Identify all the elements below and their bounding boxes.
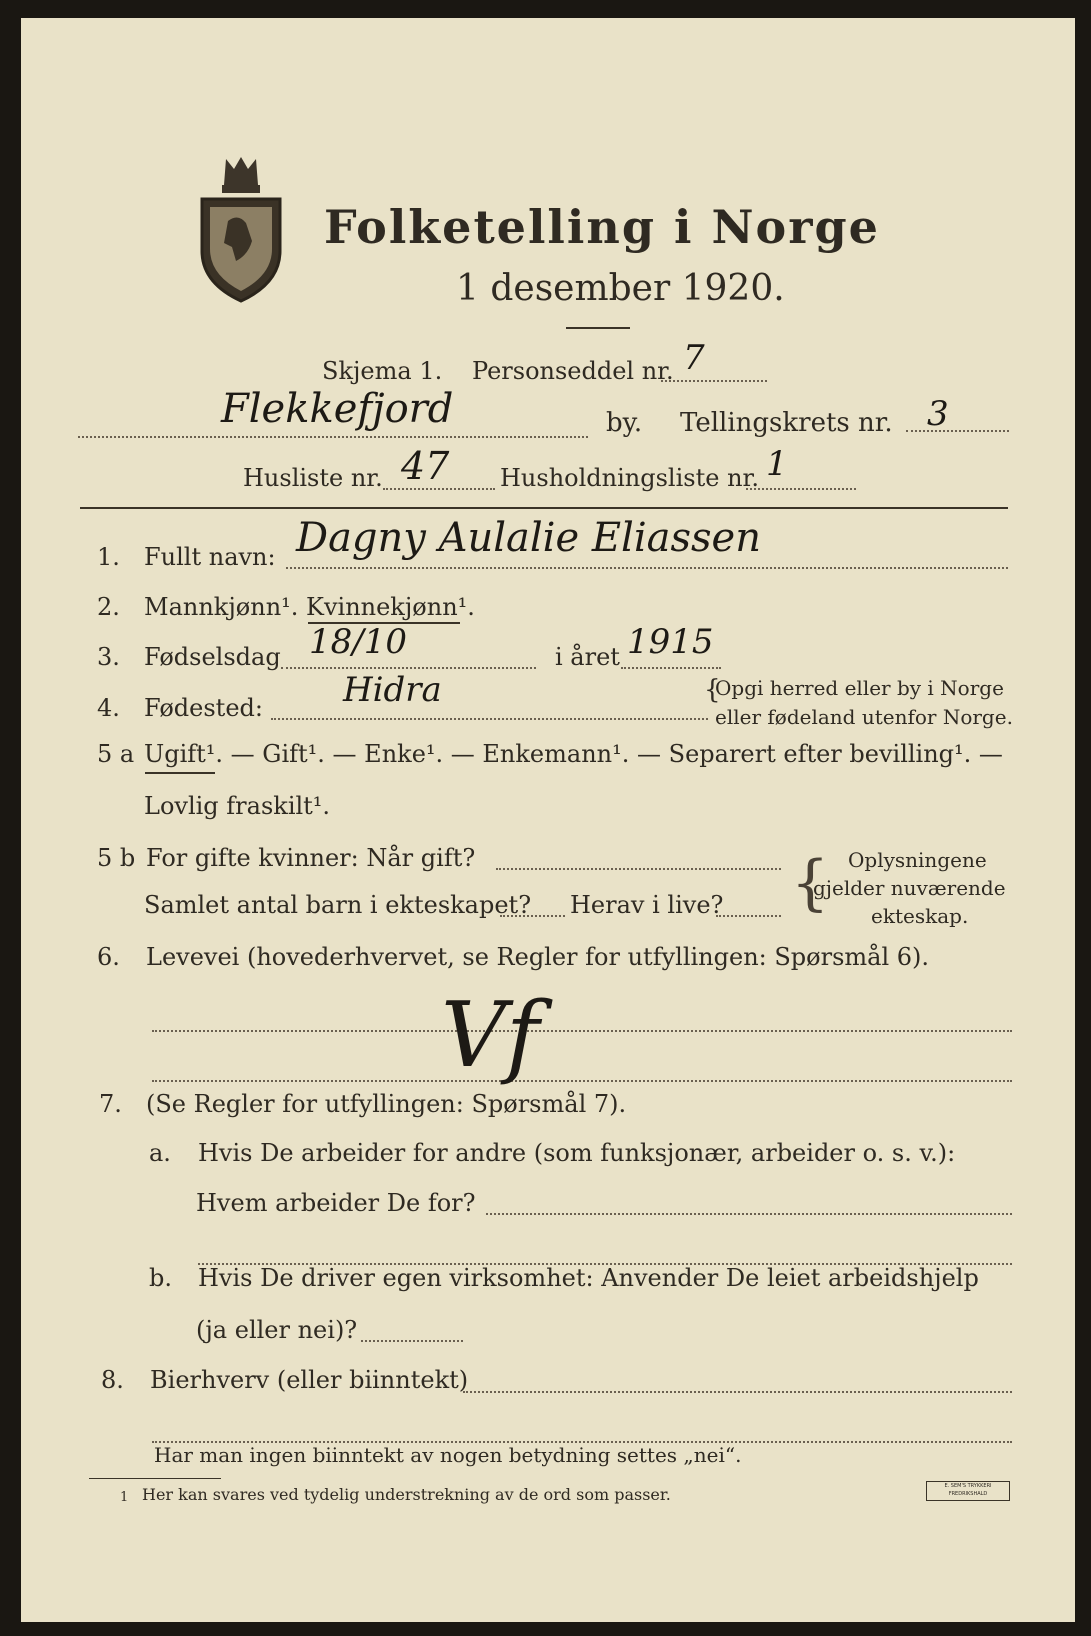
by-label: by. <box>606 408 643 438</box>
q5b-label: For gifte kvinner: Når gift? <box>146 844 476 872</box>
q5b-note-line1: Oplysningene <box>848 848 987 872</box>
husholdning-label: Husholdningsliste nr. <box>500 464 759 492</box>
q7a-label: Hvis De arbeider for andre (som funksjonær, arbeider o. s. v.): <box>198 1139 956 1167</box>
q7-label: (Se Regler for utfyllingen: Spørsmål 7). <box>146 1090 627 1118</box>
q5b-note-line2: gjelder nuværende <box>813 876 1006 900</box>
q3-year-label: i året <box>555 643 620 671</box>
q4-birthplace-value: Hidra <box>343 670 442 710</box>
q5a-number: 5 a <box>97 740 135 768</box>
footnote-text: Her kan svares ved tydelig understrekning av de ord som passer. <box>142 1485 671 1504</box>
printer-stamp <box>926 1481 1010 1501</box>
q8-note: Har man ingen biinntekt av nogen betydning settes „nei“. <box>154 1443 742 1467</box>
husliste-label: Husliste nr. <box>243 464 383 492</box>
husholdning-value: 1 <box>766 444 788 484</box>
q3-number: 3. <box>97 643 120 671</box>
q5b-label-line2: Samlet antal barn i ekteskapet? <box>144 891 532 919</box>
by-value: Flekkefjord <box>221 386 454 432</box>
q5b-note-line3: ekteskap. <box>871 904 969 928</box>
q5a-label: Ugift¹. — Gift¹. — Enke¹. — Enkemann¹. — Separert efter bevilling¹. — <box>144 740 1003 768</box>
q7b-label-line2: (ja eller nei)? <box>196 1316 358 1344</box>
q3-year-value: 1915 <box>627 622 714 662</box>
q5b-number: 5 b <box>97 844 136 872</box>
q2-number: 2. <box>97 593 120 621</box>
q3-birthday-value: 18/10 <box>309 622 407 662</box>
q4-label: Fødested: <box>144 694 263 722</box>
q7-number: 7. <box>99 1090 122 1118</box>
q5b-label-line3: Herav i live? <box>570 891 724 919</box>
q6-occupation-value: Vf <box>441 983 540 1088</box>
printer-stamp-text: E. SEM'S TRYKKERI FREDRIKSHALD <box>944 1483 992 1497</box>
footnote-divider <box>89 1478 221 1479</box>
tellingskrets-label: Tellingskrets nr. <box>680 408 893 438</box>
q6-label: Levevei (hovederhvervet, se Regler for utfyllingen: Spørsmål 6). <box>146 943 930 971</box>
q1-full-name-value: Dagny Aulalie Eliassen <box>296 515 761 561</box>
q4-note-line2: eller fødeland utenfor Norge. <box>715 705 1013 729</box>
q4-note-line1: Opgi herred eller by i Norge <box>715 676 1004 700</box>
q8-label: Bierhverv (eller biinntekt) <box>150 1366 469 1394</box>
personseddel-label: Personseddel nr. <box>472 357 674 385</box>
census-form: Folketelling i Norge 1 desember 1920. Skjema 1. Personseddel nr. 7 Flekkefjord by. Tellingskrets nr. 3 Husliste nr. 47 Husholdningsliste nr. 1 1. Fullt navn: Dagny Aulalie Eliassen 2. Mannkjønn¹. Kvinnekjønn¹. 3. Fødselsdag 18/10 i året 1915 4. Fødested: Hidra { Opgi herred eller by i Norge eller fødeland utenfor Norge. 5 a Ugift¹. — Gift¹. — Enke¹. — Enkemann¹. — Separert efter bevilling¹. — Lovlig fraskilt¹. 5 b For gifte kvinner: Når gift? Samlet antal barn i ekteskapet? Herav i live? { Oplysningene gjelder nuværende ekteskap. 6. Levevei (hovederhvervet, se Regler for utfyllingen: Spørsmål 6). Vf 7. (Se Regler for utfyllingen: Spørsmål 7). a. Hvis De arbeider for andre (som funksjonær, arbeider o. s. v.): Hvem arbeider De for? b. Hvis De driver egen virksomhet: Anvender De leiet arbeidshjelp (ja eller nei)? 8. Bierhverv (eller biinntekt) Har man ingen biinntekt av nogen betydning settes „nei“. 1 Her kan svares ved tydelig understrekning av de ord som passer. E. SEM'S TRYKKERI FREDRIKSHALD <box>21 18 1075 1622</box>
q7a-number: a. <box>149 1139 171 1167</box>
census-date: 1 desember 1920. <box>456 268 785 309</box>
husliste-value: 47 <box>401 444 450 488</box>
footnote-mark: 1 <box>120 1490 129 1505</box>
q6-number: 6. <box>97 943 120 971</box>
q5a-label-line2: Lovlig fraskilt¹. <box>144 792 331 820</box>
tellingskrets-value: 3 <box>927 394 949 434</box>
q2-label: Mannkjønn¹. Kvinnekjønn¹. <box>144 593 475 621</box>
page-title: Folketelling i Norge <box>324 200 880 254</box>
q1-label: Fullt navn: <box>144 543 276 571</box>
ugift-underline <box>145 772 215 774</box>
q4-number: 4. <box>97 694 120 722</box>
q1-number: 1. <box>97 543 120 571</box>
q7a-label-line2: Hvem arbeider De for? <box>196 1189 476 1217</box>
q7b-label: Hvis De driver egen virksomhet: Anvender De leiet arbeidshjelp <box>198 1264 979 1292</box>
coat-of-arms-icon <box>196 151 286 303</box>
skjema-label: Skjema 1. <box>322 357 443 385</box>
q8-number: 8. <box>101 1366 124 1394</box>
q7b-number: b. <box>149 1264 172 1292</box>
header-divider <box>80 507 1008 509</box>
q3-label: Fødselsdag <box>144 643 281 671</box>
title-divider <box>566 327 630 329</box>
personseddel-value: 7 <box>683 338 705 378</box>
